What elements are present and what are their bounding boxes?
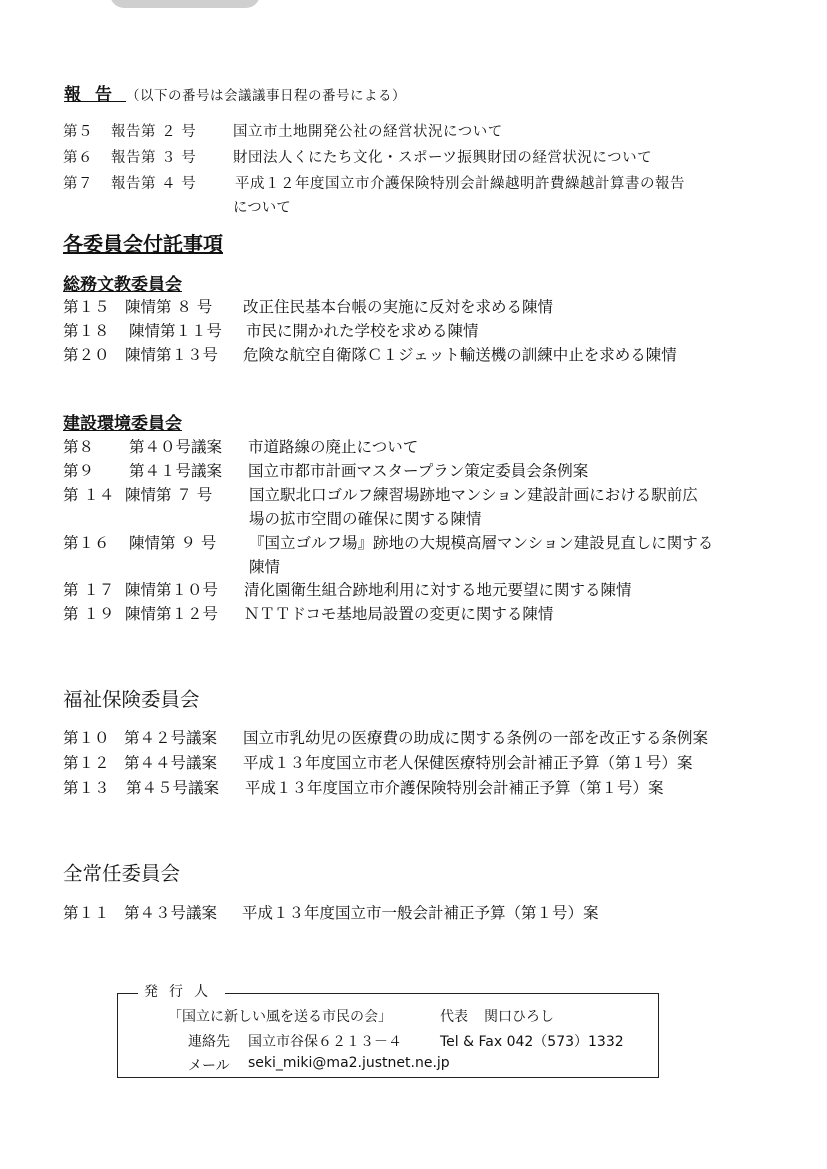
item-number: 第６ [63, 150, 93, 166]
item-category: 第４２号議案 [124, 729, 218, 747]
item-text: 市道路線の廃止について [248, 438, 419, 456]
publisher-email: seki_miki@ma2.justnet.ne.jp [248, 1055, 450, 1071]
item-text: 平成１３年度国立市一般会計補正予算（第１号）案 [242, 904, 599, 922]
item-text: 国立市乳幼児の医療費の助成に関する条例の一部を改正する条例案 [243, 729, 709, 747]
item-text: 国立駅北口ゴルフ練習場跡地マンション建設計画における駅前広 [249, 486, 698, 504]
item-number: 第５ [63, 124, 93, 140]
item-text: 『国立ゴルフ場』跡地の大規模高層マンション建設見直しに関する [249, 534, 714, 552]
item-number: 第 １７ [63, 581, 115, 599]
committee-title-soumu: 総務文教委員会 [63, 275, 182, 295]
item-number: 第７ [63, 176, 93, 192]
item-number: 第１３ [63, 779, 110, 797]
publisher-legend: 発行人 [138, 981, 225, 1001]
committee-title-fukushi: 福祉保険委員会 [63, 688, 200, 711]
publisher-address: 国立市谷保６２１３－４ [248, 1034, 402, 1050]
publisher-org: 「国立に新しい風を送る市民の会」 [168, 1009, 392, 1025]
item-category: 第４０号議案 [129, 438, 223, 456]
item-text: 財団法人くにたち文化・スポーツ振興財団の経営状況について [233, 150, 653, 166]
item-number: 第１０ [63, 729, 110, 747]
item-text: 平成１３年度国立市老人保健医療特別会計補正予算（第１号）案 [243, 754, 693, 772]
item-category: 陳情第１１号 [129, 322, 223, 340]
item-category: 陳情第 ９ 号 [129, 534, 217, 552]
item-category: 報告第 ３ 号 [111, 150, 197, 166]
publisher-contact-label: 連絡先 [188, 1034, 230, 1050]
item-text: 改正住民基本台帳の実施に反対を求める陳情 [243, 298, 554, 316]
item-category: 陳情第 ７ 号 [125, 486, 213, 504]
item-category: 第４１号議案 [129, 462, 223, 480]
report-heading [64, 80, 406, 106]
publisher-rep-name: 関口ひろし [484, 1009, 554, 1025]
item-number: 第８ [63, 438, 95, 456]
item-category: 陳情第１２号 [125, 605, 219, 623]
item-category: 第４４号議案 [124, 754, 218, 772]
item-text: 国立市都市計画マスタープラン策定委員会条例案 [248, 462, 589, 480]
item-text-continued: 場の拡市空間の確保に関する陳情 [249, 510, 482, 528]
report-title: 報告 [64, 85, 126, 105]
item-number: 第１８ [63, 322, 110, 340]
item-number: 第９ [63, 462, 95, 480]
item-category: 報告第 ２ 号 [111, 124, 197, 140]
item-number: 第１５ [63, 298, 110, 316]
item-number: 第 １４ [63, 486, 115, 504]
item-text: 清化園衛生組合跡地利用に対する地元要望に関する陳情 [244, 581, 632, 599]
item-text-continued: について [233, 200, 291, 216]
item-text-continued: 陳情 [249, 558, 281, 576]
item-category: 報告第 ４ 号 [111, 176, 197, 192]
committee-title-zenjonin: 全常任委員会 [63, 862, 181, 885]
item-category: 陳情第 ８ 号 [125, 298, 213, 316]
item-number: 第１６ [63, 534, 110, 552]
publisher-rep-label: 代表 [440, 1009, 468, 1025]
publisher-box [117, 984, 659, 1078]
item-text: ＮＴＴドコモ基地局設置の変更に関する陳情 [244, 605, 554, 623]
committee-title-kensetsu: 建設環境委員会 [63, 414, 182, 434]
item-text: 国立市土地開発公社の経営状況について [233, 124, 503, 140]
item-text: 平成１２年度国立市介護保険特別会計繰越明許費繰越計算書の報告 [235, 176, 685, 192]
item-text: 市民に開かれた学校を求める陳情 [246, 322, 479, 340]
item-text: 平成１３年度国立市介護保険特別会計補正予算（第１号）案 [245, 779, 664, 797]
item-text: 危険な航空自衛隊Ｃ１ジェット輸送機の訓練中止を求める陳情 [243, 346, 677, 364]
item-number: 第 １９ [63, 605, 115, 623]
item-category: 陳情第１０号 [125, 581, 219, 599]
committee-section-title: 各委員会付託事項 [63, 232, 223, 256]
publisher-telfax: Tel & Fax 042（573）1332 [440, 1034, 624, 1050]
publisher-mail-label: メール [188, 1058, 230, 1074]
scan-edge-mark [110, 0, 260, 8]
item-category: 第４５号議案 [126, 779, 220, 797]
item-number: 第１１ [63, 904, 110, 922]
item-number: 第２０ [63, 346, 110, 364]
item-category: 陳情第１３号 [125, 346, 219, 364]
item-category: 第４３号議案 [124, 904, 218, 922]
report-note: （以下の番号は会議議事日程の番号による） [126, 88, 406, 104]
item-number: 第１２ [63, 754, 110, 772]
